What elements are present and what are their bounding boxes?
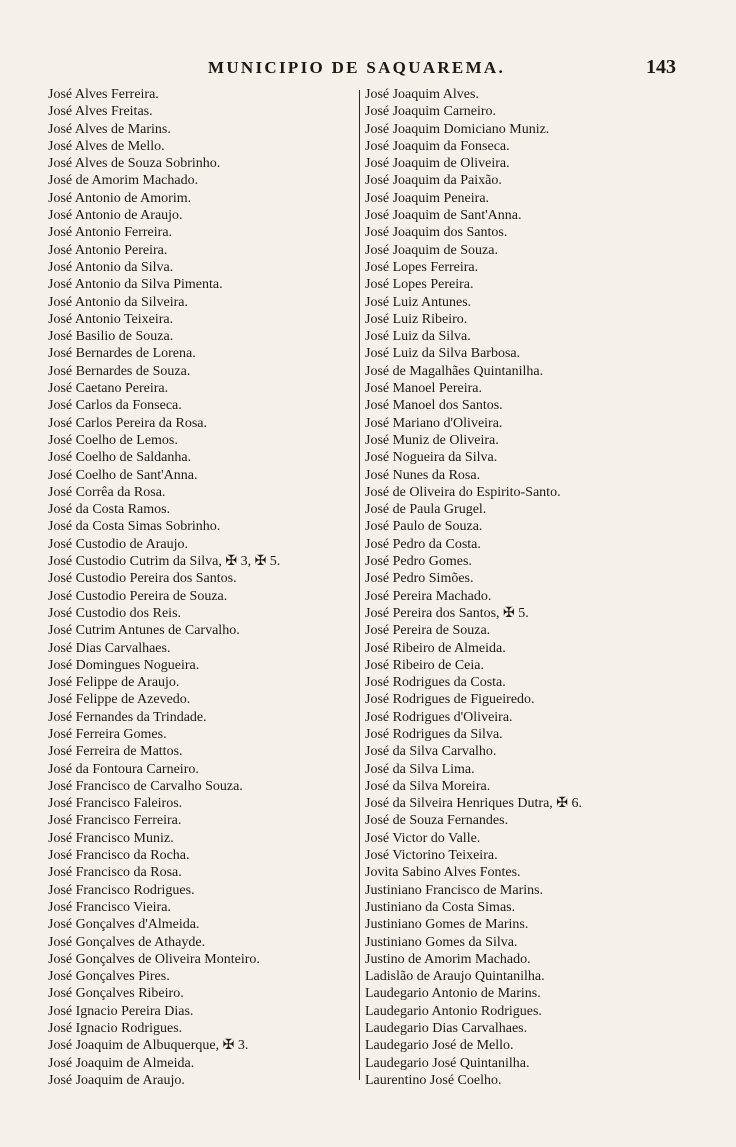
- name-entry: José Antonio Teixeira.: [48, 311, 174, 327]
- name-entry: José Alves Ferreira.: [48, 87, 159, 102]
- name-entry: José Coelho de Sant'Anna.: [48, 467, 198, 483]
- name-entry: José Coelho de Lemos.: [48, 432, 178, 448]
- name-entry: José Felippe de Araujo.: [48, 675, 180, 691]
- name-entry: José Luiz da Silva.: [365, 329, 471, 345]
- right-name-column: [365, 86, 695, 1089]
- name-entry: Justiniano Gomes de Marins.: [365, 917, 529, 933]
- name-entry: José da Costa Simas Sobrinho.: [48, 519, 221, 535]
- name-entry: José Pedro Simões.: [365, 571, 474, 587]
- name-entry: José Francisco Vieira.: [48, 899, 171, 915]
- name-entry: Laudegario Antonio Rodrigues.: [365, 1003, 542, 1019]
- name-entry: José Gonçalves d'Almeida.: [48, 917, 200, 933]
- name-entry: José Alves de Souza Sobrinho.: [48, 156, 221, 172]
- name-entry: José Luiz Antunes.: [365, 294, 472, 310]
- name-entry: José Ferreira de Mattos.: [48, 744, 183, 760]
- name-entry: Laudegario Dias Carvalhaes.: [365, 1021, 528, 1037]
- name-entry: José Francisco Muniz.: [48, 830, 174, 846]
- page-number: 143: [646, 56, 676, 78]
- name-entry: José Carlos Pereira da Rosa.: [48, 415, 208, 431]
- name-entry: José da Silva Moreira.: [365, 778, 491, 794]
- name-entry: José Gonçalves Pires.: [48, 969, 170, 985]
- name-entry: José Victor do Valle.: [365, 830, 481, 846]
- name-entry: Laudegario José Quintanilha.: [365, 1055, 530, 1071]
- name-entry: José da Silva Lima.: [365, 761, 475, 777]
- name-entry: José Joaquim Carneiro.: [365, 104, 497, 120]
- name-entry: José Joaquim de Almeida.: [48, 1055, 195, 1071]
- name-entry: José Joaquim de Souza.: [365, 242, 498, 258]
- name-entry: José Ignacio Pereira Dias.: [48, 1003, 194, 1019]
- name-entry: Jovita Sabino Alves Fontes.: [365, 865, 521, 881]
- name-entry: José Francisco da Rosa.: [48, 865, 182, 881]
- name-entry: José de Paula Grugel.: [365, 502, 487, 518]
- name-entry: José Luiz Ribeiro.: [365, 311, 468, 327]
- name-entry: José da Costa Ramos.: [48, 502, 171, 518]
- name-entry: Justino de Amorim Machado.: [365, 951, 531, 967]
- column-divider: [359, 90, 360, 1080]
- name-entry: José Joaquim de Sant'Anna.: [365, 208, 522, 224]
- name-entry: José Corrêa da Rosa.: [48, 484, 166, 500]
- name-entry: José Antonio da Silva Pimenta.: [48, 277, 223, 293]
- name-entry: José Alves de Marins.: [48, 121, 171, 137]
- name-entry: José Francisco Ferreira.: [48, 813, 182, 829]
- name-entry: José Bernardes de Souza.: [48, 363, 191, 379]
- name-entry: José Ribeiro de Ceia.: [365, 657, 484, 673]
- name-entry: José Nunes da Rosa.: [365, 467, 481, 483]
- name-entry: José Joaquim da Paixão.: [365, 173, 502, 189]
- name-entry: José Gonçalves Ribeiro.: [48, 986, 184, 1002]
- name-entry: José Joaquim Domiciano Muniz.: [365, 121, 550, 137]
- name-entry: José Domingues Nogueira.: [48, 657, 200, 673]
- name-entry: José Custodio de Araujo.: [48, 536, 188, 552]
- name-entry: José Antonio Ferreira.: [48, 225, 173, 241]
- name-entry: José Nogueira da Silva.: [365, 450, 498, 466]
- name-entry: José Custodio dos Reis.: [48, 605, 182, 621]
- name-entry: Justiniano da Costa Simas.: [365, 899, 516, 915]
- name-entry: José Manoel Pereira.: [365, 381, 483, 397]
- name-entry: José Joaquim de Oliveira.: [365, 156, 510, 172]
- name-entry: José Antonio da Silva.: [48, 259, 174, 275]
- name-entry: José Pereira dos Santos, ✠ 5.: [365, 605, 529, 621]
- name-entry: Ladislão de Araujo Quintanilha.: [365, 969, 545, 985]
- name-entry: Laudegario José de Mello.: [365, 1038, 514, 1054]
- name-entry: José Victorino Teixeira.: [365, 848, 498, 864]
- name-entry: José Pereira Machado.: [365, 588, 492, 604]
- name-entry: José Joaquim da Fonseca.: [365, 138, 510, 154]
- name-entry: José Francisco de Carvalho Souza.: [48, 778, 243, 794]
- name-entry: José Joaquim Peneira.: [365, 190, 490, 206]
- name-entry: Laurentino José Coelho.: [365, 1072, 502, 1088]
- name-entry: José Antonio Pereira.: [48, 242, 168, 258]
- name-entry: José Rodrigues de Figueiredo.: [365, 692, 535, 708]
- name-entry: José Alves Freitas.: [48, 104, 153, 120]
- name-entry: José Pedro da Costa.: [365, 536, 481, 552]
- name-entry: José Rodrigues da Costa.: [365, 675, 506, 691]
- left-name-column: [48, 86, 356, 1089]
- name-entry: José de Amorim Machado.: [48, 173, 199, 189]
- name-entry: José Basilio de Souza.: [48, 329, 174, 345]
- name-entry: José da Fontoura Carneiro.: [48, 761, 199, 777]
- name-entry: José Pereira de Souza.: [365, 623, 491, 639]
- name-entry: José Fernandes da Trindade.: [48, 709, 207, 725]
- name-entry: José Gonçalves de Athayde.: [48, 934, 206, 950]
- name-entry: José Francisco Rodrigues.: [48, 882, 195, 898]
- name-entry: José Dias Carvalhaes.: [48, 640, 171, 656]
- name-entry: José Joaquim Alves.: [365, 87, 479, 102]
- name-entry: José Gonçalves de Oliveira Monteiro.: [48, 951, 260, 967]
- name-entry: José Antonio de Araujo.: [48, 208, 183, 224]
- name-entry: José Lopes Pereira.: [365, 277, 474, 293]
- name-entry: José Felippe de Azevedo.: [48, 692, 191, 708]
- name-entry: José Joaquim de Albuquerque, ✠ 3.: [48, 1038, 249, 1054]
- name-entry: José Francisco Faleiros.: [48, 796, 183, 812]
- name-entry: José Paulo de Souza.: [365, 519, 483, 535]
- name-entry: José Francisco da Rocha.: [48, 848, 190, 864]
- name-entry: José da Silveira Henriques Dutra, ✠ 6.: [365, 796, 583, 812]
- name-entry: José de Souza Fernandes.: [365, 813, 509, 829]
- page-title: MUNICIPIO DE SAQUAREMA.: [208, 58, 506, 77]
- name-entry: José Cutrim Antunes de Carvalho.: [48, 623, 240, 639]
- name-entry: José Luiz da Silva Barbosa.: [365, 346, 521, 362]
- name-entry: José Manoel dos Santos.: [365, 398, 503, 414]
- name-entry: José Custodio Pereira de Souza.: [48, 588, 228, 604]
- name-entry: José de Oliveira do Espirito-Santo.: [365, 484, 561, 500]
- name-entry: José Custodio Pereira dos Santos.: [48, 571, 237, 587]
- page-header: [0, 54, 736, 84]
- name-entry: José Caetano Pereira.: [48, 381, 169, 397]
- name-entry: José Ferreira Gomes.: [48, 726, 167, 742]
- name-entry: José Custodio Cutrim da Silva, ✠ 3, ✠ 5.: [48, 554, 281, 570]
- name-entry: José Rodrigues d'Oliveira.: [365, 709, 513, 725]
- name-entry: Laudegario Antonio de Marins.: [365, 986, 541, 1002]
- name-entry: José Bernardes de Lorena.: [48, 346, 196, 362]
- name-entry: José Muniz de Oliveira.: [365, 432, 499, 448]
- name-entry: José da Silva Carvalho.: [365, 744, 497, 760]
- name-entry: José Ribeiro de Almeida.: [365, 640, 506, 656]
- name-entry: Justiniano Gomes da Silva.: [365, 934, 518, 950]
- name-entry: José Rodrigues da Silva.: [365, 726, 503, 742]
- name-entry: José Joaquim de Araujo.: [48, 1072, 185, 1088]
- name-entry: José Ignacio Rodrigues.: [48, 1021, 183, 1037]
- name-entry: José Mariano d'Oliveira.: [365, 415, 503, 431]
- name-entry: José Coelho de Saldanha.: [48, 450, 192, 466]
- name-entry: José de Magalhães Quintanilha.: [365, 363, 544, 379]
- name-entry: Justiniano Francisco de Marins.: [365, 882, 544, 898]
- name-entry: José Joaquim dos Santos.: [365, 225, 508, 241]
- name-entry: José Lopes Ferreira.: [365, 259, 479, 275]
- name-entry: José Antonio de Amorim.: [48, 190, 192, 206]
- name-entry: José Antonio da Silveira.: [48, 294, 188, 310]
- name-entry: José Pedro Gomes.: [365, 554, 472, 570]
- name-entry: José Carlos da Fonseca.: [48, 398, 182, 414]
- name-entry: José Alves de Mello.: [48, 138, 165, 154]
